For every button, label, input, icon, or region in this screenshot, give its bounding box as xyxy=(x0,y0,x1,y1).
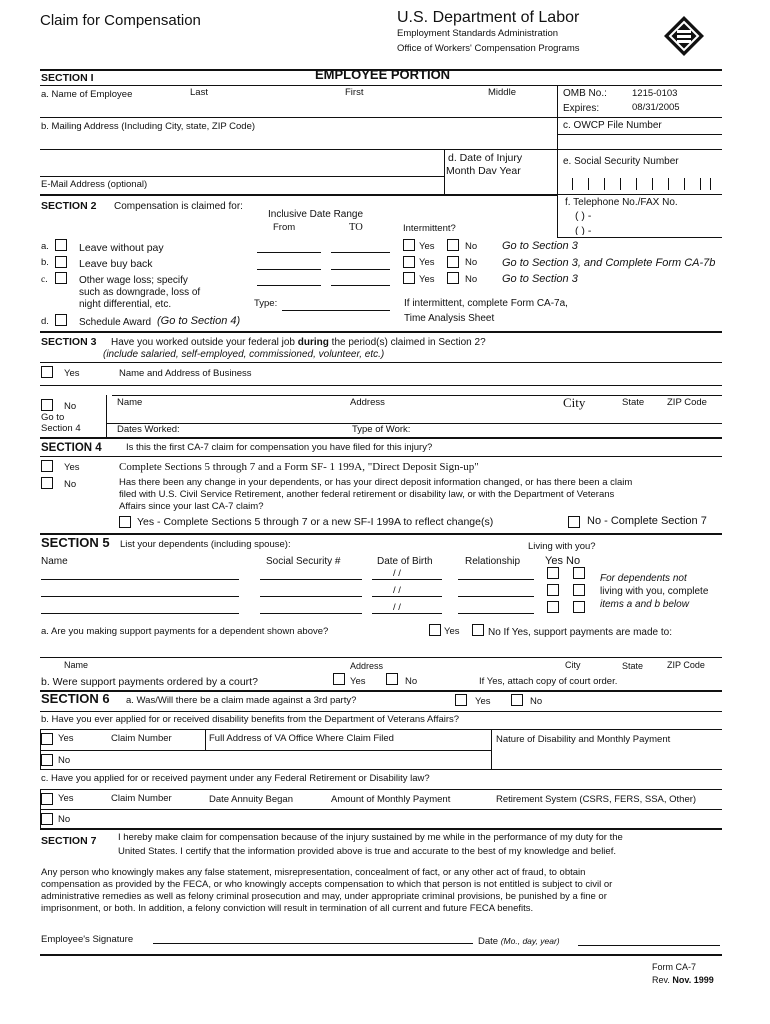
employee-portion-title: EMPLOYEE PORTION xyxy=(315,67,451,82)
section1-label: SECTION I xyxy=(41,72,94,84)
form-number: Form CA-7 xyxy=(652,962,697,972)
payee-city-label: City xyxy=(565,660,581,670)
other-wage-loss-line3: night differential, etc. xyxy=(79,299,172,310)
outside-work-yes-checkbox[interactable] xyxy=(41,366,53,378)
agency-office: Office of Workers' Compensation Programs xyxy=(397,43,580,54)
intermittent-yes-checkbox[interactable] xyxy=(403,272,415,284)
living-no-checkbox[interactable] xyxy=(573,567,585,579)
goto-section4-line1: Go to xyxy=(41,412,65,423)
change-yes-label: Yes - Complete Sections 5 through 7 or a new SF-I 199A to reflect change(s) xyxy=(137,516,494,528)
section5-label: SECTION 5 xyxy=(41,535,110,550)
from-date-field[interactable] xyxy=(257,269,321,270)
court-order-no-checkbox[interactable] xyxy=(386,673,398,685)
revision-date: Rev. Nov. 1999 xyxy=(652,975,714,985)
section2-intro: Compensation is claimed for: xyxy=(114,201,243,212)
wage-loss-type-field[interactable] xyxy=(282,310,390,311)
dependent-ssn-field[interactable] xyxy=(260,613,362,614)
yes-label: Yes xyxy=(419,274,435,285)
intermittent-note-2: Time Analysis Sheet xyxy=(404,313,495,324)
payee-zip-label: ZIP Code xyxy=(667,660,705,670)
section4-label: SECTION 4 xyxy=(41,442,102,454)
business-zip-label: ZIP Code xyxy=(667,397,707,408)
living-yes-checkbox[interactable] xyxy=(547,584,559,596)
va-no-checkbox[interactable] xyxy=(41,754,53,766)
third-party-yes-checkbox[interactable] xyxy=(455,694,467,706)
intermittent-yes-checkbox[interactable] xyxy=(403,239,415,251)
intermittent-note: If intermittent, complete Form CA-7a, xyxy=(404,298,568,309)
change-question-line1: Has there been any change in your dependents, or has your direct deposit information changed, or has there been a claim xyxy=(119,477,633,488)
dependent-dob-field[interactable] xyxy=(372,596,442,597)
living-no-checkbox[interactable] xyxy=(573,601,585,613)
intermittent-no-checkbox[interactable] xyxy=(447,256,459,268)
phone-label: f. Telephone No./FAX No. xyxy=(565,197,678,208)
schedule-award-goto: (Go to Section 4) xyxy=(157,315,241,327)
intermittent-no-checkbox[interactable] xyxy=(447,239,459,251)
retirement-yes-checkbox[interactable] xyxy=(41,793,53,805)
section5-intro: List your dependents (including spouse): xyxy=(120,539,291,550)
employee-name-label: a. Name of Employee xyxy=(41,89,133,100)
yes-label: Yes xyxy=(64,462,80,473)
from-date-field[interactable] xyxy=(257,252,321,253)
section2-label: SECTION 2 xyxy=(41,200,97,212)
support-yes-checkbox[interactable] xyxy=(429,624,441,636)
omb-label: OMB No.: xyxy=(563,88,607,99)
monthly-payment-label: Amount of Monthly Payment xyxy=(331,794,451,805)
yes-label: Yes xyxy=(475,696,491,707)
leave-buy-back-label: Leave buy back xyxy=(79,258,153,270)
dependents-note-3: items a and b below xyxy=(600,599,689,610)
middle-name-label: Middle xyxy=(488,87,516,98)
living-yes-checkbox[interactable] xyxy=(547,567,559,579)
certification-line1: I hereby make claim for compensation because of the injury sustained by me while in the performance of my duty for the xyxy=(118,832,623,843)
dependent-dob-field[interactable] xyxy=(372,579,442,580)
va-office-address-label: Full Address of VA Office Where Claim Filed xyxy=(209,733,394,744)
business-state-label: State xyxy=(622,397,645,408)
dependent-ssn-label: Social Security # xyxy=(266,556,341,567)
type-label: Type: xyxy=(254,298,278,309)
dependents-note-1: For dependents not xyxy=(600,573,687,584)
no-label: No xyxy=(465,257,478,268)
date-field[interactable] xyxy=(578,945,720,946)
schedule-award-checkbox[interactable] xyxy=(55,314,67,326)
dob-slashes: / / xyxy=(393,585,401,596)
support-no-note: No If Yes, support payments are made to: xyxy=(488,627,672,638)
court-order-question: b. Were support payments ordered by a court? xyxy=(41,676,258,688)
living-with-you-label: Living with you? xyxy=(528,541,596,552)
change-question-line3: Affairs since your last CA-7 claim? xyxy=(119,501,264,512)
living-no-checkbox[interactable] xyxy=(573,584,585,596)
intermittent-yes-checkbox[interactable] xyxy=(403,256,415,268)
to-date-field[interactable] xyxy=(331,252,390,253)
from-label: From xyxy=(273,222,296,233)
annuity-date-label: Date Annuity Began xyxy=(209,794,293,805)
nature-of-disability-label: Nature of Disability and Monthly Payment xyxy=(496,734,671,745)
no-label: No xyxy=(58,755,71,766)
fax-field[interactable]: ( ) - xyxy=(575,225,592,235)
dependent-relationship-field[interactable] xyxy=(458,579,534,580)
signature-field[interactable] xyxy=(153,943,473,944)
dob-slashes: / / xyxy=(393,602,401,613)
fraud-warning-line4: imprisonment, or both. In addition, a felony conviction will result in termination of all current and future FECA benefits. xyxy=(41,903,534,914)
leave-without-pay-checkbox[interactable] xyxy=(55,239,67,251)
certification-line2: United States. I certify that the information provided above is true and accurate to the best of my knowledge and belief. xyxy=(118,846,616,857)
third-party-no-checkbox[interactable] xyxy=(511,694,523,706)
no-label: No xyxy=(465,241,478,252)
va-claim-number-label: Claim Number xyxy=(111,733,172,744)
no-label: No xyxy=(465,274,478,285)
retirement-system-label: Retirement System (CSRS, FERS, SSA, Other) xyxy=(496,794,697,805)
fraud-warning-line1: Any person who knowingly makes any false statement, misrepresentation, concealment of fact, or any other act of fraud, to obtain xyxy=(41,867,586,878)
expires-value: 08/31/2005 xyxy=(632,102,680,113)
expires-label: Expires: xyxy=(563,103,600,114)
dependent-name-field[interactable] xyxy=(41,579,239,580)
third-party-question: a. Was/Will there be a claim made against a 3rd party? xyxy=(126,695,357,706)
section3-label: SECTION 3 xyxy=(41,336,97,348)
yes-label: Yes xyxy=(419,241,435,252)
change-yes-checkbox[interactable] xyxy=(119,516,131,528)
outside-work-no-checkbox[interactable] xyxy=(41,399,53,411)
no-label: No xyxy=(64,401,77,412)
form-title: Claim for Compensation xyxy=(40,12,201,29)
omb-value: 1215-0103 xyxy=(632,88,678,99)
dependent-name-label: Name xyxy=(41,556,68,567)
yes-label: Yes xyxy=(350,676,366,687)
no-label: No xyxy=(530,696,543,707)
section7-label: SECTION 7 xyxy=(41,835,97,847)
business-name-field-label: Name xyxy=(117,397,143,408)
section6-label: SECTION 6 xyxy=(41,691,110,706)
payee-state-label: State xyxy=(622,661,644,671)
goto-instruction: Go to Section 3, and Complete Form CA-7b xyxy=(502,257,716,269)
date-injury-format: Month Dav Year xyxy=(446,165,521,177)
yes-label: Yes xyxy=(58,733,74,744)
support-payments-question: a. Are you making support payments for a dependent shown above? xyxy=(41,626,329,637)
date-label-wrap: Date (Mo., day, year) xyxy=(478,936,560,947)
court-order-note: If Yes, attach copy of court order. xyxy=(479,676,618,687)
item-letter: d. xyxy=(41,316,49,327)
yes-no-header: Yes No xyxy=(545,555,581,567)
dependent-relationship-label: Relationship xyxy=(465,556,521,567)
goto-section4-line2: Section 4 xyxy=(41,423,81,434)
no-label: No xyxy=(405,676,418,687)
dependent-name-field[interactable] xyxy=(41,613,239,614)
other-wage-loss-line2: such as downgrade, loss of xyxy=(79,287,201,298)
payee-name-label: Name xyxy=(64,660,89,670)
yes-label: Yes xyxy=(64,368,80,379)
goto-instruction: Go to Section 3 xyxy=(502,273,578,285)
dependent-ssn-field[interactable] xyxy=(260,596,362,597)
first-name-label: First xyxy=(345,87,364,98)
to-date-field[interactable] xyxy=(331,269,390,270)
fraud-warning-line2: compensation as provided by the FECA, or who knowingly accepts compensation to which that person is not entitled is subject to civil or xyxy=(41,879,613,890)
ssn-label: e. Social Security Number xyxy=(563,156,679,167)
retirement-no-checkbox[interactable] xyxy=(41,813,53,825)
item-letter: a. xyxy=(41,241,49,252)
mailing-address-label: b. Mailing Address (Including City, state, ZIP Code) xyxy=(41,121,256,132)
dates-worked-label: Dates Worked: xyxy=(117,424,180,435)
section4-question: Is this the first CA-7 claim for compensation you have filed for this injury? xyxy=(126,442,433,453)
dependent-dob-label: Date of Birth xyxy=(377,556,433,567)
goto-instruction: Go to Section 3 xyxy=(502,240,578,252)
payee-address-label: Address xyxy=(350,661,384,671)
living-yes-checkbox[interactable] xyxy=(547,601,559,613)
section3-question: Have you worked outside your federal job during the period(s) claimed in Section 2? xyxy=(111,337,486,348)
date-injury-label: d. Date of Injury xyxy=(448,152,523,164)
dol-seal-icon xyxy=(662,14,706,58)
dependent-relationship-field[interactable] xyxy=(458,613,534,614)
email-label: E-Mail Address (optional) xyxy=(41,179,148,190)
dependent-dob-field[interactable] xyxy=(372,613,442,614)
leave-buy-back-checkbox[interactable] xyxy=(55,256,67,268)
date-range-label: Inclusive Date Range xyxy=(268,209,364,220)
retirement-claim-number-label: Claim Number xyxy=(111,793,172,804)
change-no-label: No - Complete Section 7 xyxy=(587,515,707,527)
yes-label: Yes xyxy=(444,626,460,637)
first-claim-yes-checkbox[interactable] xyxy=(41,460,53,472)
dependents-note-2: living with you, complete xyxy=(600,586,709,597)
type-of-work-label: Type of Work: xyxy=(352,424,411,435)
item-letter: b. xyxy=(41,257,49,268)
to-date-field[interactable] xyxy=(331,285,390,286)
schedule-award-label: Schedule Award xyxy=(79,317,152,328)
other-wage-loss-checkbox[interactable] xyxy=(55,272,67,284)
dependent-ssn-field[interactable] xyxy=(260,579,362,580)
last-name-label: Last xyxy=(190,87,208,98)
agency-name: U.S. Department of Labor xyxy=(397,9,580,26)
dependent-name-field[interactable] xyxy=(41,596,239,597)
va-benefits-question: b. Have you ever applied for or received disability benefits from the Department of Veterans Affairs? xyxy=(41,714,460,725)
signature-label: Employee's Signature xyxy=(41,934,134,945)
court-order-yes-checkbox[interactable] xyxy=(333,673,345,685)
business-city-label: City xyxy=(563,395,586,410)
phone-field[interactable]: ( ) - xyxy=(575,210,592,222)
business-address-label: Address xyxy=(350,397,385,408)
retirement-question: c. Have you applied for or received payment under any Federal Retirement or Disability law? xyxy=(41,773,430,784)
intermittent-label: Intermittent? xyxy=(403,223,456,234)
dob-slashes: / / xyxy=(393,568,401,579)
business-name-label: Name and Address of Business xyxy=(119,368,252,379)
dependent-relationship-field[interactable] xyxy=(458,596,534,597)
first-claim-no-checkbox[interactable] xyxy=(41,477,53,489)
fraud-warning-line3: administrative remedies as well as felony criminal prosecution and may, under appropriate criminal provisions, be punished by a fine or xyxy=(41,891,607,902)
support-no-checkbox[interactable] xyxy=(472,624,484,636)
first-claim-yes-instruction: Complete Sections 5 through 7 and a Form SF- 1 199A, "Direct Deposit Sign-up" xyxy=(119,461,479,473)
change-question-line2: filed with U.S. Civil Service Retirement, another federal retirement or disability law, or with the Department of Veterans xyxy=(119,489,615,500)
no-label: No xyxy=(58,814,71,825)
change-no-checkbox[interactable] xyxy=(568,516,580,528)
item-letter: c. xyxy=(41,275,48,285)
intermittent-no-checkbox[interactable] xyxy=(447,272,459,284)
to-label: TO xyxy=(349,222,363,233)
other-wage-loss-label: Other wage loss; specify xyxy=(79,275,188,286)
yes-label: Yes xyxy=(419,257,435,268)
leave-without-pay-label: Leave without pay xyxy=(79,242,164,254)
yes-label: Yes xyxy=(58,793,74,804)
no-label: No xyxy=(64,479,77,490)
section3-subnote: (include salaried, self-employed, commissioned, volunteer, etc.) xyxy=(103,349,385,360)
agency-admin: Employment Standards Administration xyxy=(397,28,559,39)
owcp-label: c. OWCP File Number xyxy=(563,120,662,131)
va-yes-checkbox[interactable] xyxy=(41,733,53,745)
from-date-field[interactable] xyxy=(257,285,321,286)
